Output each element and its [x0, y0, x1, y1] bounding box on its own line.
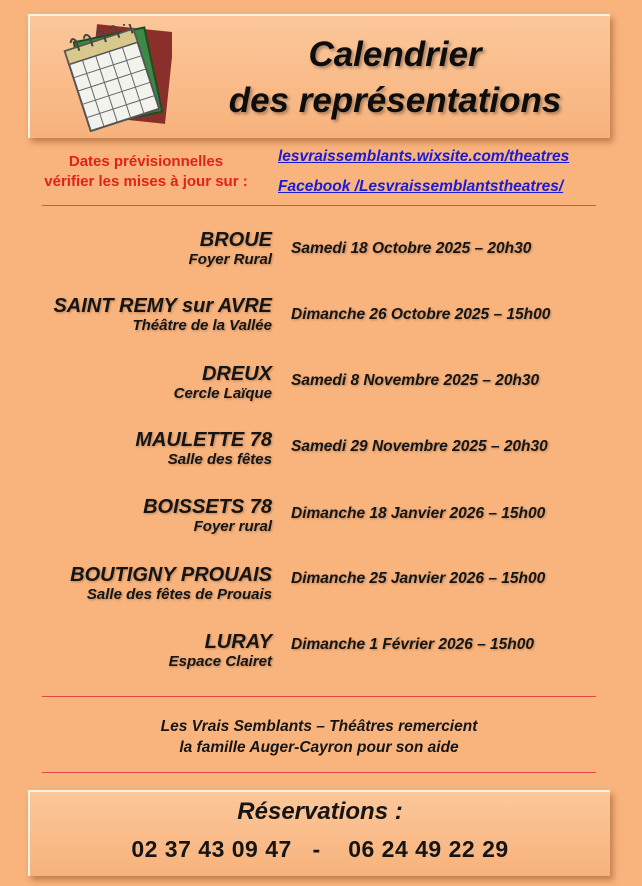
city-name: DREUX — [201, 363, 272, 385]
thanks-line1: Les Vrais Semblants – Théâtres remercient — [160, 718, 478, 735]
performance-date: Dimanche 25 Janvier 2026 – 15h00 — [291, 570, 546, 587]
performance-place — [189, 229, 272, 269]
performance-date: Samedi 29 Novembre 2025 – 20h30 — [291, 438, 548, 455]
header-panel — [28, 14, 610, 138]
performance-date: Dimanche 26 Octobre 2025 – 15h00 — [291, 306, 551, 323]
performance-place — [53, 295, 272, 335]
performance-place — [143, 496, 272, 536]
divider-bottom — [42, 772, 596, 773]
city-name: BOISSETS 78 — [143, 496, 272, 518]
performance-date: Dimanche 18 Janvier 2026 – 15h00 — [291, 505, 546, 522]
notice-line2: vérifier les mises à jour sur : — [44, 173, 248, 190]
thanks-line2: la famille Auger-Cayron pour son aide — [179, 739, 459, 756]
divider-middle — [42, 696, 596, 697]
performance-place — [174, 363, 272, 403]
calendar-icon — [52, 24, 172, 132]
performance-date: Samedi 8 Novembre 2025 – 20h30 — [291, 372, 540, 389]
city-name: BOUTIGNY PROUAIS — [70, 564, 272, 586]
performance-date: Samedi 18 Octobre 2025 – 20h30 — [291, 240, 532, 257]
venue-name: Salle des fêtes — [167, 451, 272, 468]
performance-date: Dimanche 1 Février 2026 – 15h00 — [291, 636, 534, 653]
page-title-line2: des représentations — [228, 81, 562, 120]
venue-name: Cercle Laïque — [173, 385, 272, 402]
divider-top — [42, 205, 596, 206]
performance-place — [70, 564, 272, 604]
venue-name: Foyer rural — [193, 518, 272, 535]
performance-place — [169, 631, 272, 671]
phone-numbers: 02 37 43 09 47 - 06 24 49 22 29 — [131, 836, 509, 862]
city-name: SAINT REMY sur AVRE — [53, 295, 272, 317]
venue-name: Salle des fêtes de Prouais — [86, 586, 272, 603]
facebook-link[interactable]: Facebook /Lesvraissemblantstheatres/ — [278, 178, 564, 195]
venue-name: Foyer Rural — [188, 251, 272, 268]
reservations-panel — [28, 790, 610, 876]
city-name: BROUE — [199, 229, 272, 251]
performance-place — [135, 429, 272, 469]
notice-line1: Dates prévisionnelles — [68, 153, 224, 170]
city-name: MAULETTE 78 — [135, 429, 272, 451]
venue-name: Espace Clairet — [168, 653, 272, 670]
reservations-title: Réservations : — [237, 798, 403, 825]
city-name: LURAY — [204, 631, 272, 653]
venue-name: Théâtre de la Vallée — [132, 317, 272, 334]
page-title-line1: Calendrier — [308, 35, 482, 74]
website-link[interactable]: lesvraissemblants.wixsite.com/theatres — [278, 148, 570, 165]
